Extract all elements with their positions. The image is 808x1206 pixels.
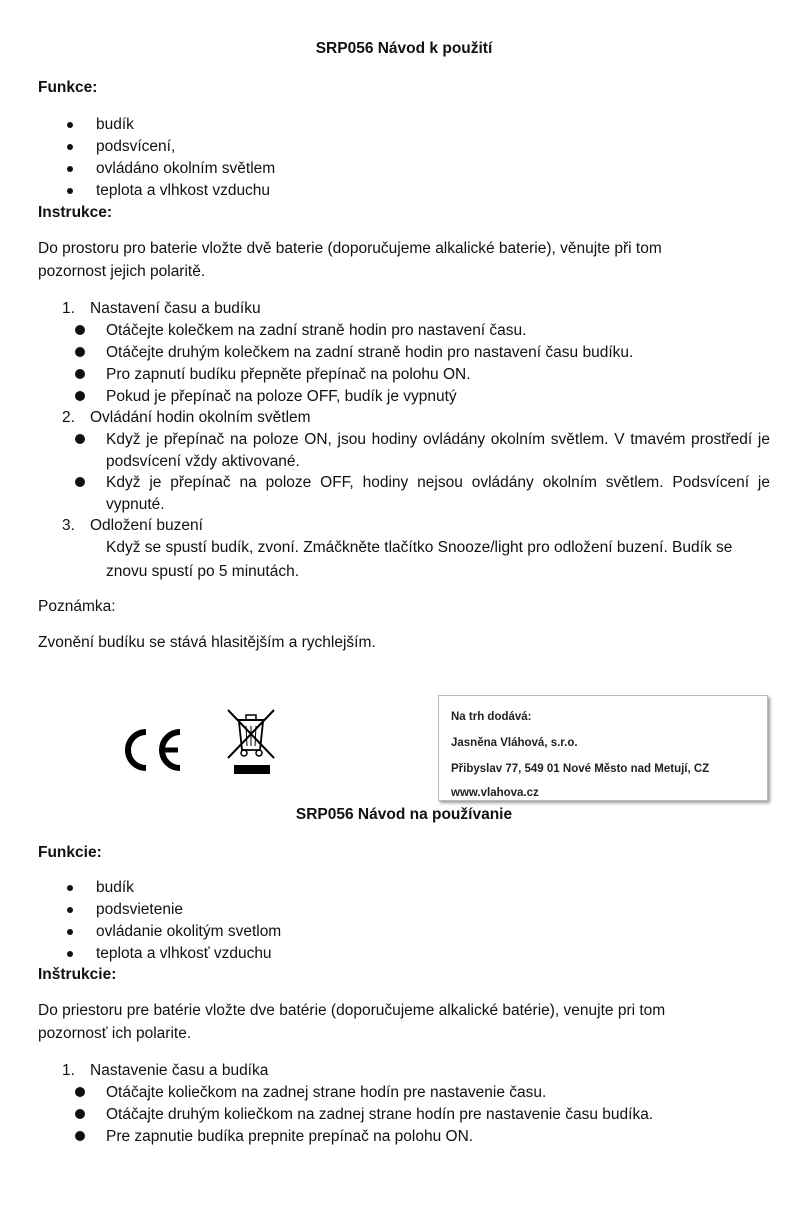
sk-sec1-item: Otáčajte druhým koliečkom na zadnej strane hodín pre nastavenie času budíka. <box>106 1106 654 1123</box>
distributor-line: Přibyslav 77, 549 01 Nové Město nad Metují, CZ <box>451 763 710 775</box>
bullet-icon <box>67 907 73 913</box>
bullet-icon <box>67 188 73 194</box>
sk-instructions-heading: Inštrukcie: <box>38 966 117 983</box>
bullet-icon <box>75 347 85 357</box>
sk-features-heading: Funkcie: <box>38 844 102 861</box>
list-item: teplota a vlhkosť vzduchu <box>96 943 272 965</box>
list-item: budík <box>96 114 134 136</box>
cz-sec3-text-line1: Když se spustí budík, zvoní. Zmáčkněte tlačítko Snooze/light pro odložení buzení. Budík se <box>106 539 733 556</box>
bullet-icon <box>67 122 73 128</box>
list-item: podsvietenie <box>96 899 183 921</box>
cz-intro-line2: pozornost jejich polaritě. <box>38 263 206 280</box>
cz-sec1-item: Pokud je přepínač na poloze OFF, budík je vypnutý <box>106 388 457 405</box>
cz-sec1-item: Otáčejte kolečkem na zadní straně hodin pro nastavení času. <box>106 322 527 339</box>
cz-sec2-title: Ovládání hodin okolním světlem <box>90 409 311 426</box>
sk-intro-line1: Do priestoru pre batérie vložte dve batérie (doporučujeme alkalické batérie), venujte pri tom <box>38 1002 666 1019</box>
cz-sec2-item: Když je přepínač na poloze ON, jsou hodiny ovládány okolním světlem. V tmavém prostředí je podsvícení vždy aktivované. <box>106 431 770 470</box>
bullet-icon <box>75 1087 85 1097</box>
bullet-icon <box>67 166 73 172</box>
distributor-box <box>438 695 768 801</box>
sk-sec1-item: Otáčajte koliečkom na zadnej strane hodín pre nastavenie času. <box>106 1084 547 1101</box>
list-item: ovládanie okolitým svetlom <box>96 921 281 943</box>
list-item: ovládáno okolním světlem <box>96 158 275 180</box>
bullet-icon <box>67 951 73 957</box>
distributor-line: www.vlahova.cz <box>451 787 539 799</box>
bullet-icon <box>75 325 85 335</box>
distributor-line: Na trh dodává: <box>451 711 532 723</box>
ce-mark-icon <box>116 726 186 774</box>
bullet-icon <box>75 391 85 401</box>
sk-title: SRP056 Návod na používanie <box>295 806 513 823</box>
cz-note-heading: Poznámka: <box>38 598 116 615</box>
list-item: teplota a vlhkost vzduchu <box>96 180 270 202</box>
list-item: budík <box>96 877 134 899</box>
list-item: podsvícení, <box>96 136 175 158</box>
cz-sec1-item: Pro zapnutí budíku přepněte přepínač na polohu ON. <box>106 366 471 383</box>
sk-sec1-title: Nastavenie času a budíka <box>90 1062 269 1079</box>
crossed-out-wheelie-bin-icon <box>224 706 278 776</box>
sk-sec1-number: 1. <box>62 1062 75 1079</box>
cz-sec1-number: 1. <box>62 300 75 317</box>
bullet-icon <box>75 369 85 379</box>
bullet-icon <box>75 1109 85 1119</box>
cz-sec1-title: Nastavení času a budíku <box>90 300 261 317</box>
distributor-line: Jasněna Vláhová, s.r.o. <box>451 737 578 749</box>
bullet-icon <box>67 144 73 150</box>
cz-intro-line1: Do prostoru pro baterie vložte dvě baterie (doporučujeme alkalické baterie), věnujte při tom <box>38 240 662 257</box>
bullet-icon <box>67 929 73 935</box>
sk-sec1-item: Pre zapnutie budíka prepnite prepínač na polohu ON. <box>106 1128 474 1145</box>
cz-note-text: Zvonění budíku se stává hlasitějším a rychlejším. <box>38 634 376 651</box>
cz-instructions-heading: Instrukce: <box>38 204 113 221</box>
bullet-icon <box>75 477 85 487</box>
bullet-icon <box>75 434 85 444</box>
cz-sec2-number: 2. <box>62 409 75 426</box>
cz-sec1-item: Otáčejte druhým kolečkem na zadní straně hodin pro nastavení času budíku. <box>106 344 634 361</box>
cz-features-heading: Funkce: <box>38 79 98 96</box>
cz-sec2-item: Když je přepínač na poloze OFF, hodiny nejsou ovládány okolním světlem. Podsvícení je vypnuté. <box>106 474 770 513</box>
bullet-icon <box>75 1131 85 1141</box>
cz-sec3-title: Odložení buzení <box>90 517 203 534</box>
bullet-icon <box>67 885 73 891</box>
cz-sec3-text-line2: znovu spustí po 5 minutách. <box>106 563 300 580</box>
cz-sec3-number: 3. <box>62 517 75 534</box>
sk-intro-line2: pozornosť ich polarite. <box>38 1025 192 1042</box>
cz-title: SRP056 Návod k použití <box>315 40 493 57</box>
